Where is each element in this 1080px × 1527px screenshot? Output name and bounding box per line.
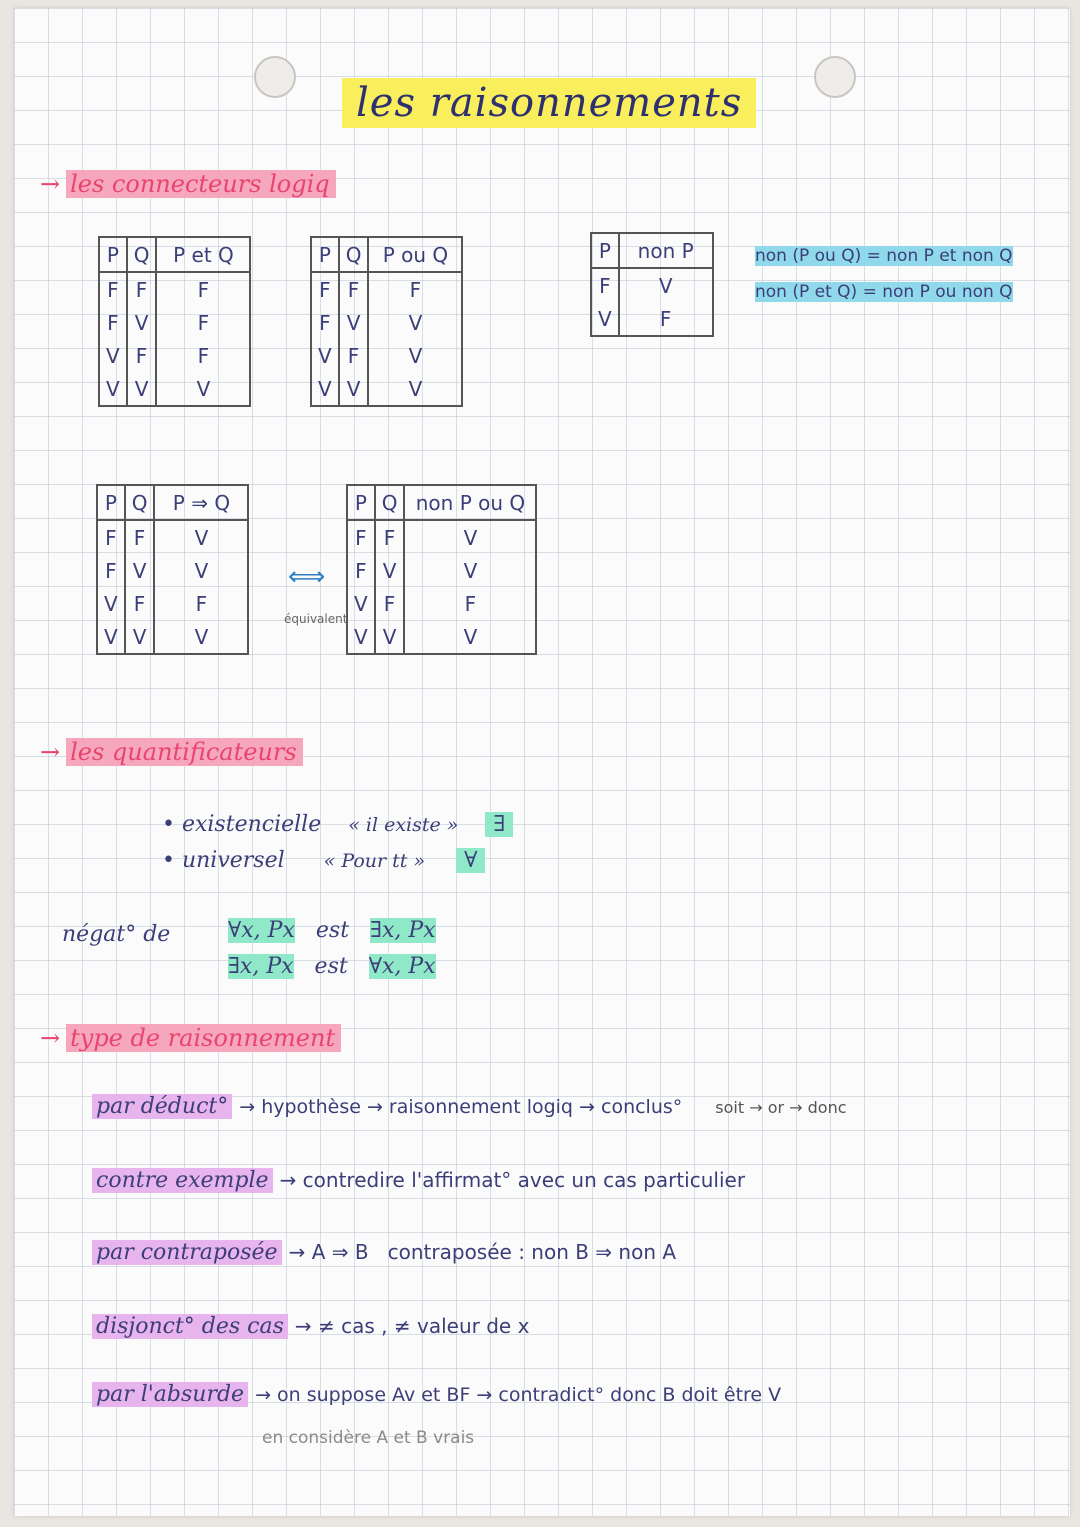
- table-cell: F: [156, 272, 250, 306]
- demorgan-line-1: [755, 246, 1013, 266]
- reasoning-desc: → A ⇒ B contraposée : non B ⇒ non A: [288, 1240, 677, 1264]
- forall-symbol-icon: ∀: [456, 848, 485, 873]
- table-cell: F: [347, 554, 375, 587]
- demorgan-text: non (P et Q) = non P ou non Q: [755, 282, 1013, 302]
- table-cell: V: [368, 339, 462, 372]
- table-cell: V: [375, 554, 405, 587]
- table-cell: V: [154, 620, 248, 654]
- table-cell: V: [97, 587, 125, 620]
- negation-intro: négat° de: [62, 922, 171, 947]
- table-cell: F: [127, 339, 157, 372]
- arrow-icon: →: [40, 738, 61, 766]
- table-cell: F: [97, 520, 125, 554]
- table-cell: F: [99, 306, 127, 339]
- table-cell: F: [97, 554, 125, 587]
- table-cell: F: [156, 339, 250, 372]
- reasoning-desc: → contredire l'affirmat° avec un cas particulier: [279, 1168, 746, 1192]
- table-cell: V: [311, 339, 339, 372]
- quantifier-label: • universel: [162, 848, 285, 873]
- table-cell: F: [347, 520, 375, 554]
- negation-verb: est: [315, 918, 350, 943]
- quantifier-existential: [162, 812, 513, 837]
- table-cell: F: [375, 587, 405, 620]
- equivalence-arrow-icon: ⟺: [288, 562, 326, 592]
- truth-table-or: [310, 236, 463, 407]
- table-cell: V: [99, 372, 127, 406]
- binder-hole-right: [814, 56, 856, 98]
- reasoning-desc: → ≠ cas , ≠ valeur de x: [294, 1314, 530, 1338]
- table-cell: V: [99, 339, 127, 372]
- table-cell: F: [619, 302, 713, 336]
- reasoning-term: par l'absurde: [92, 1382, 248, 1407]
- quantifier-quote: « Pour tt »: [323, 850, 426, 872]
- table-cell: V: [154, 554, 248, 587]
- table-cell: F: [125, 587, 155, 620]
- reasoning-side-note: soit → or → donc: [715, 1098, 847, 1117]
- table-cell: F: [339, 272, 369, 306]
- table-cell: F: [591, 268, 619, 302]
- table-cell: F: [375, 520, 405, 554]
- table-header: non P: [619, 233, 713, 268]
- table-cell: V: [404, 620, 536, 654]
- negation-row-1: [228, 918, 436, 943]
- table-cell: V: [339, 372, 369, 406]
- table-header: Q: [125, 485, 155, 520]
- table-cell: V: [156, 372, 250, 406]
- table-cell: V: [154, 520, 248, 554]
- table-cell: V: [311, 372, 339, 406]
- truth-table-implies: [96, 484, 249, 655]
- table-header: P: [97, 485, 125, 520]
- table-cell: V: [619, 268, 713, 302]
- table-header: P: [99, 237, 127, 272]
- demorgan-text: non (P ou Q) = non P et non Q: [755, 246, 1013, 266]
- reasoning-contraposition: [92, 1240, 676, 1265]
- table-header: P ⇒ Q: [154, 485, 248, 520]
- page-title: les raisonnements: [342, 78, 756, 128]
- section-label: type de raisonnement: [66, 1024, 341, 1052]
- section-label: les connecteurs logiq: [66, 170, 336, 198]
- table-header: Q: [375, 485, 405, 520]
- table-cell: V: [404, 520, 536, 554]
- binder-hole-left: [254, 56, 296, 98]
- table-header: P: [347, 485, 375, 520]
- arrow-icon: →: [40, 1024, 61, 1052]
- table-cell: F: [127, 272, 157, 306]
- table-cell: F: [339, 339, 369, 372]
- table-cell: F: [368, 272, 462, 306]
- table-cell: V: [591, 302, 619, 336]
- table-cell: V: [125, 554, 155, 587]
- table-cell: F: [99, 272, 127, 306]
- negation-expr: ∃x, Px: [228, 954, 294, 979]
- demorgan-line-2: [755, 282, 1013, 302]
- table-cell: V: [404, 554, 536, 587]
- table-cell: V: [347, 587, 375, 620]
- absurd-note: en considère A et B vrais: [262, 1428, 475, 1448]
- reasoning-counter-example: [92, 1168, 745, 1193]
- reasoning-desc: → on suppose Av et BF → contradict° donc B doit être V: [255, 1384, 782, 1406]
- quantifier-label: • existencielle: [162, 812, 322, 837]
- table-header: Q: [127, 237, 157, 272]
- reasoning-term: par déduct°: [92, 1094, 232, 1119]
- table-cell: V: [127, 372, 157, 406]
- reasoning-absurd: [92, 1382, 781, 1407]
- equivalence-label: équivalent: [284, 612, 348, 626]
- quantifier-quote: « il existe »: [348, 814, 459, 836]
- truth-table-notp-or-q: [346, 484, 537, 655]
- negation-expr: ∀x, Px: [368, 954, 436, 979]
- table-header: Q: [339, 237, 369, 272]
- table-cell: V: [127, 306, 157, 339]
- reasoning-term: disjonct° des cas: [92, 1314, 288, 1339]
- arrow-icon: →: [40, 170, 61, 198]
- truth-table-not: [590, 232, 714, 337]
- table-cell: F: [125, 520, 155, 554]
- table-cell: V: [347, 620, 375, 654]
- negation-row-2: [228, 954, 436, 979]
- negation-verb: est: [314, 954, 348, 979]
- exists-symbol-icon: ∃: [485, 812, 513, 837]
- section-types: [40, 1024, 341, 1052]
- reasoning-term: contre exemple: [92, 1168, 273, 1193]
- table-header: non P ou Q: [404, 485, 536, 520]
- table-cell: V: [339, 306, 369, 339]
- table-cell: V: [375, 620, 405, 654]
- table-header: P: [591, 233, 619, 268]
- table-cell: V: [125, 620, 155, 654]
- section-connecteurs: [40, 170, 336, 198]
- table-cell: F: [154, 587, 248, 620]
- reasoning-term: par contraposée: [92, 1240, 282, 1265]
- section-label: les quantificateurs: [66, 738, 303, 766]
- negation-expr: ∃x, Px: [370, 918, 436, 943]
- reasoning-deduction: [92, 1094, 847, 1119]
- reasoning-desc: → hypothèse → raisonnement logiq → conclus°: [239, 1096, 683, 1118]
- table-cell: F: [311, 272, 339, 306]
- table-header: P: [311, 237, 339, 272]
- table-header: P ou Q: [368, 237, 462, 272]
- table-cell: V: [368, 306, 462, 339]
- reasoning-cases: [92, 1314, 529, 1339]
- table-header: P et Q: [156, 237, 250, 272]
- table-cell: F: [311, 306, 339, 339]
- section-quantificateurs: [40, 738, 303, 766]
- table-cell: F: [404, 587, 536, 620]
- table-cell: V: [97, 620, 125, 654]
- negation-expr: ∀x, Px: [228, 918, 295, 943]
- table-cell: F: [156, 306, 250, 339]
- quantifier-universal: [162, 848, 485, 873]
- truth-table-and: [98, 236, 251, 407]
- table-cell: V: [368, 372, 462, 406]
